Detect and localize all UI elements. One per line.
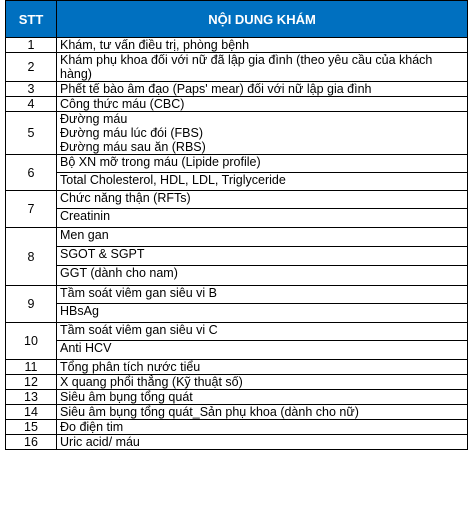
stt-cell: 2 [6, 53, 57, 82]
table-row [6, 82, 468, 97]
content-cell [57, 173, 468, 191]
content-line: X quang phổi thẳng (Kỹ thuật số) [60, 375, 243, 389]
table-row [6, 304, 468, 323]
content-line: Khám, tư vấn điều trị, phòng bệnh [60, 38, 250, 52]
content-line: Uric acid/ máu [60, 435, 140, 449]
table-row [6, 209, 468, 228]
table-row [6, 390, 468, 405]
stt-cell: 13 [6, 390, 57, 405]
table-header-row [6, 1, 468, 38]
stt-cell: 5 [6, 112, 57, 155]
stt-cell: 4 [6, 97, 57, 112]
exam-package-table [5, 0, 468, 450]
content-line: SGOT & SGPT [60, 247, 145, 261]
content-cell [57, 38, 468, 53]
table-row [6, 38, 468, 53]
content-cell [57, 304, 468, 323]
content-line: Phết tế bào âm đạo (Paps' mear) đối với nữ lập gia đình [60, 82, 372, 96]
content-line: Siêu âm bụng tổng quát_Sản phụ khoa (dành cho nữ) [60, 405, 359, 419]
content-cell [57, 323, 468, 341]
content-line: Đo điện tim [60, 420, 124, 434]
content-cell [57, 266, 468, 286]
table-row [6, 286, 468, 304]
content-line: Công thức máu (CBC) [60, 97, 185, 111]
stt-cell: 14 [6, 405, 57, 420]
stt-cell: 12 [6, 375, 57, 390]
content-line: HBsAg [60, 304, 99, 318]
table-row [6, 420, 468, 435]
stt-cell: 11 [6, 360, 57, 375]
table-row [6, 405, 468, 420]
content-cell [57, 112, 468, 155]
stt-cell: 9 [6, 286, 57, 323]
content-cell [57, 360, 468, 375]
stt-cell: 15 [6, 420, 57, 435]
table-row [6, 173, 468, 191]
stt-cell: 1 [6, 38, 57, 53]
content-line: GGT (dành cho nam) [60, 266, 178, 280]
content-line: Chức năng thận (RFTs) [60, 191, 191, 205]
table-row [6, 191, 468, 209]
content-line: Bộ XN mỡ trong máu (Lipide profile) [60, 155, 261, 169]
table-row [6, 341, 468, 360]
content-cell [57, 341, 468, 360]
content-line: Đường máu lúc đói (FBS) [60, 126, 203, 140]
stt-column-header: STT [6, 1, 57, 38]
table-row [6, 97, 468, 112]
table-row [6, 435, 468, 450]
table-body [6, 38, 468, 450]
table-row [6, 53, 468, 82]
content-cell [57, 228, 468, 247]
stt-cell: 3 [6, 82, 57, 97]
content-cell [57, 405, 468, 420]
stt-cell: 7 [6, 191, 57, 228]
content-line: Tổng phân tích nước tiểu [60, 360, 201, 374]
content-cell [57, 97, 468, 112]
content-line: Đường máu [60, 112, 128, 126]
content-cell [57, 209, 468, 228]
table-row [6, 375, 468, 390]
content-cell [57, 420, 468, 435]
table-row [6, 247, 468, 266]
content-cell [57, 390, 468, 405]
content-cell [57, 286, 468, 304]
content-line: Creatinin [60, 209, 111, 223]
table-row [6, 228, 468, 247]
table-row [6, 266, 468, 286]
content-line: Đường máu sau ăn (RBS) [60, 140, 206, 154]
content-line: Siêu âm bụng tổng quát [60, 390, 193, 404]
content-line: Anti HCV [60, 341, 112, 355]
content-cell [57, 247, 468, 266]
stt-cell: 6 [6, 155, 57, 191]
content-column-header: NỘI DUNG KHÁM [57, 1, 468, 38]
content-line: Khám phụ khoa đối với nữ đã lập gia đình (theo yêu cầu của khách hàng) [60, 53, 433, 81]
content-cell [57, 82, 468, 97]
content-cell [57, 155, 468, 173]
content-cell [57, 375, 468, 390]
content-cell [57, 191, 468, 209]
table-row [6, 112, 468, 155]
table-row [6, 155, 468, 173]
stt-cell: 16 [6, 435, 57, 450]
table-row [6, 360, 468, 375]
content-line: Men gan [60, 228, 109, 242]
table-row [6, 323, 468, 341]
content-cell [57, 53, 468, 82]
stt-cell: 8 [6, 228, 57, 286]
content-line: Tầm soát viêm gan siêu vi B [60, 286, 218, 300]
content-line: Total Cholesterol, HDL, LDL, Triglyceride [60, 173, 286, 187]
content-line: Tầm soát viêm gan siêu vi C [60, 323, 218, 337]
content-cell [57, 435, 468, 450]
stt-cell: 10 [6, 323, 57, 360]
